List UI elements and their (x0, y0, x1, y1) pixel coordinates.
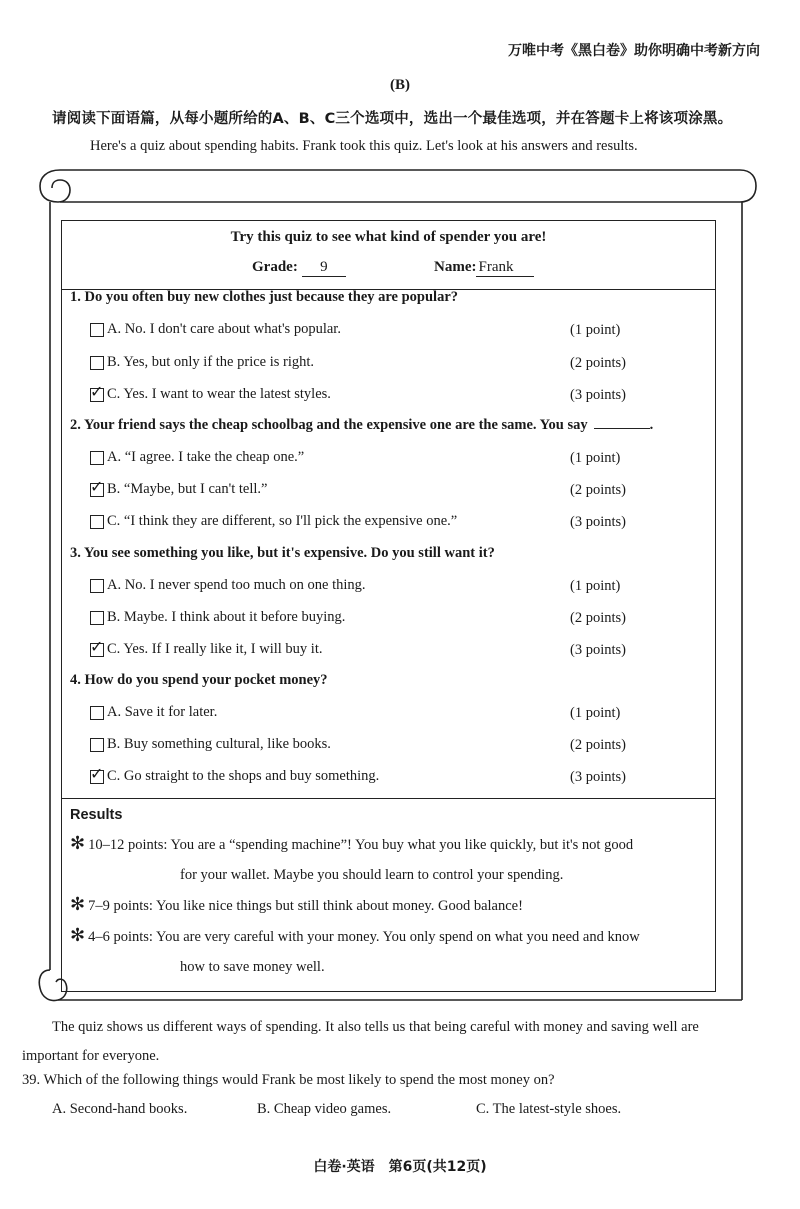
results-title: Results (70, 807, 123, 823)
name-value: Frank (476, 259, 534, 277)
checkbox[interactable] (90, 515, 104, 529)
q1-option-b[interactable] (90, 354, 314, 371)
result-text: You are a “spending machine”! You buy what you like quickly, but it's not good (170, 837, 634, 853)
checkbox[interactable] (90, 356, 104, 370)
quiz-title: Try this quiz to see what kind of spender you are! (230, 229, 547, 245)
q1-option-a[interactable] (90, 321, 341, 338)
checkbox-checked[interactable] (90, 763, 104, 784)
q1-c-points: (3 points) (570, 387, 626, 403)
grade-value: 9 (302, 259, 346, 277)
result-10-12 (70, 829, 700, 890)
option-label: A. No. I never spend too much on one thing. (107, 577, 366, 593)
q3-option-b[interactable] (90, 609, 345, 626)
choice-b[interactable]: B. Cheap video games. (257, 1101, 392, 1117)
q4-option-b[interactable] (90, 736, 331, 753)
name-label: Name: (434, 259, 477, 275)
option-label: C. “I think they are different, so I'll pick the expensive one.” (107, 513, 458, 529)
result-range: 7–9 points: (88, 898, 153, 914)
option-label: B. Buy something cultural, like books. (107, 736, 331, 752)
results-section (62, 798, 715, 991)
q2-b-points: (2 points) (570, 482, 626, 498)
question-1: 1. Do you often buy new clothes just because they are popular? (70, 289, 459, 305)
question-2-end: . (649, 417, 654, 433)
choice-c[interactable]: C. The latest-style shoes. (476, 1101, 622, 1117)
question-2 (70, 417, 653, 434)
checkbox[interactable] (90, 706, 104, 720)
result-text: You are very careful with your money. You only spend on what you need and know (156, 929, 640, 945)
checkmark-icon: ✓ (90, 763, 104, 783)
q3-c-points: (3 points) (570, 642, 626, 658)
option-label: C. Yes. I want to wear the latest styles. (107, 386, 331, 402)
conclusion-paragraph: The quiz shows us different ways of spending. It also tells us that being careful with money and saving well are important for everyone. (22, 1019, 699, 1064)
q2-a-points: (1 point) (570, 450, 621, 466)
q4-a-points: (1 point) (570, 705, 621, 721)
q3-a-points: (1 point) (570, 578, 621, 594)
section-label: (B) (390, 77, 410, 93)
result-text-cont: for your wallet. Maybe you should learn to control your spending. (180, 867, 564, 883)
option-label: A. Save it for later. (107, 704, 218, 720)
quiz-box (61, 220, 716, 992)
q4-option-c[interactable] (90, 763, 380, 785)
result-7-9 (70, 890, 700, 921)
asterisk-icon: ✻ (70, 894, 86, 915)
q4-c-points: (3 points) (570, 769, 626, 785)
checkbox[interactable] (90, 579, 104, 593)
q1-option-c[interactable] (90, 381, 331, 403)
q1-a-points: (1 point) (570, 322, 621, 338)
option-label: B. Yes, but only if the price is right. (107, 354, 315, 370)
question-3: 3. You see something you like, but it's expensive. Do you still want it? (70, 545, 495, 561)
grade-field (252, 259, 346, 277)
checkbox-checked[interactable] (90, 381, 104, 402)
question-2-text: 2. Your friend says the cheap schoolbag and the expensive one are the same. You say (70, 417, 588, 433)
checkbox-checked[interactable] (90, 636, 104, 657)
option-label: C. Yes. If I really like it, I will buy it. (107, 641, 323, 657)
result-range: 4–6 points: (88, 929, 153, 945)
grade-label: Grade: (252, 259, 298, 275)
q3-b-points: (2 points) (570, 610, 626, 626)
checkbox-checked[interactable] (90, 476, 104, 497)
question-4: 4. How do you spend your pocket money? (70, 672, 328, 688)
question-39-stem: 39. Which of the following things would Frank be most likely to spend the most money on? (22, 1072, 555, 1088)
q2-option-b[interactable] (90, 476, 268, 498)
page-footer: 白卷·英语 第6页(共12页) (313, 1159, 487, 1175)
q2-option-a[interactable] (90, 449, 304, 466)
asterisk-icon: ✻ (70, 925, 86, 946)
option-label: C. Go straight to the shops and buy something. (107, 768, 380, 784)
checkbox[interactable] (90, 738, 104, 752)
result-4-6 (70, 921, 700, 982)
option-label: B. Maybe. I think about it before buying. (107, 609, 346, 625)
result-text-cont: how to save money well. (180, 959, 325, 975)
q4-b-points: (2 points) (570, 737, 626, 753)
option-label: A. “I agree. I take the cheap one.” (107, 449, 305, 465)
option-label: B. “Maybe, but I can't tell.” (107, 481, 268, 497)
asterisk-icon: ✻ (70, 833, 86, 854)
name-field (434, 259, 534, 277)
checkbox[interactable] (90, 323, 104, 337)
answer-blank (594, 428, 650, 429)
checkmark-icon: ✓ (90, 381, 104, 401)
choice-a[interactable]: A. Second-hand books. (52, 1101, 188, 1117)
q4-option-a[interactable] (90, 704, 217, 721)
q2-option-c[interactable] (90, 513, 457, 530)
instruction-text: 请阅读下面语篇，从每小题所给的A、B、C三个选项中，选出一个最佳选项，并在答题卡上将该项涂黑。 (52, 111, 733, 127)
result-range: 10–12 points: (88, 837, 168, 853)
checkmark-icon: ✓ (90, 636, 104, 656)
checkbox[interactable] (90, 611, 104, 625)
q3-option-a[interactable] (90, 577, 366, 594)
intro-text: Here's a quiz about spending habits. Frank took this quiz. Let's look at his answers and results. (90, 138, 638, 154)
checkbox[interactable] (90, 451, 104, 465)
result-text: You like nice things but still think about money. Good balance! (156, 898, 523, 914)
series-header: 万唯中考《黑白卷》助你明确中考新方向 (508, 43, 760, 59)
q2-c-points: (3 points) (570, 514, 626, 530)
checkmark-icon: ✓ (90, 476, 104, 496)
option-label: A. No. I don't care about what's popular. (107, 321, 341, 337)
quiz-header (62, 221, 715, 290)
q3-option-c[interactable] (90, 636, 323, 658)
q1-b-points: (2 points) (570, 355, 626, 371)
